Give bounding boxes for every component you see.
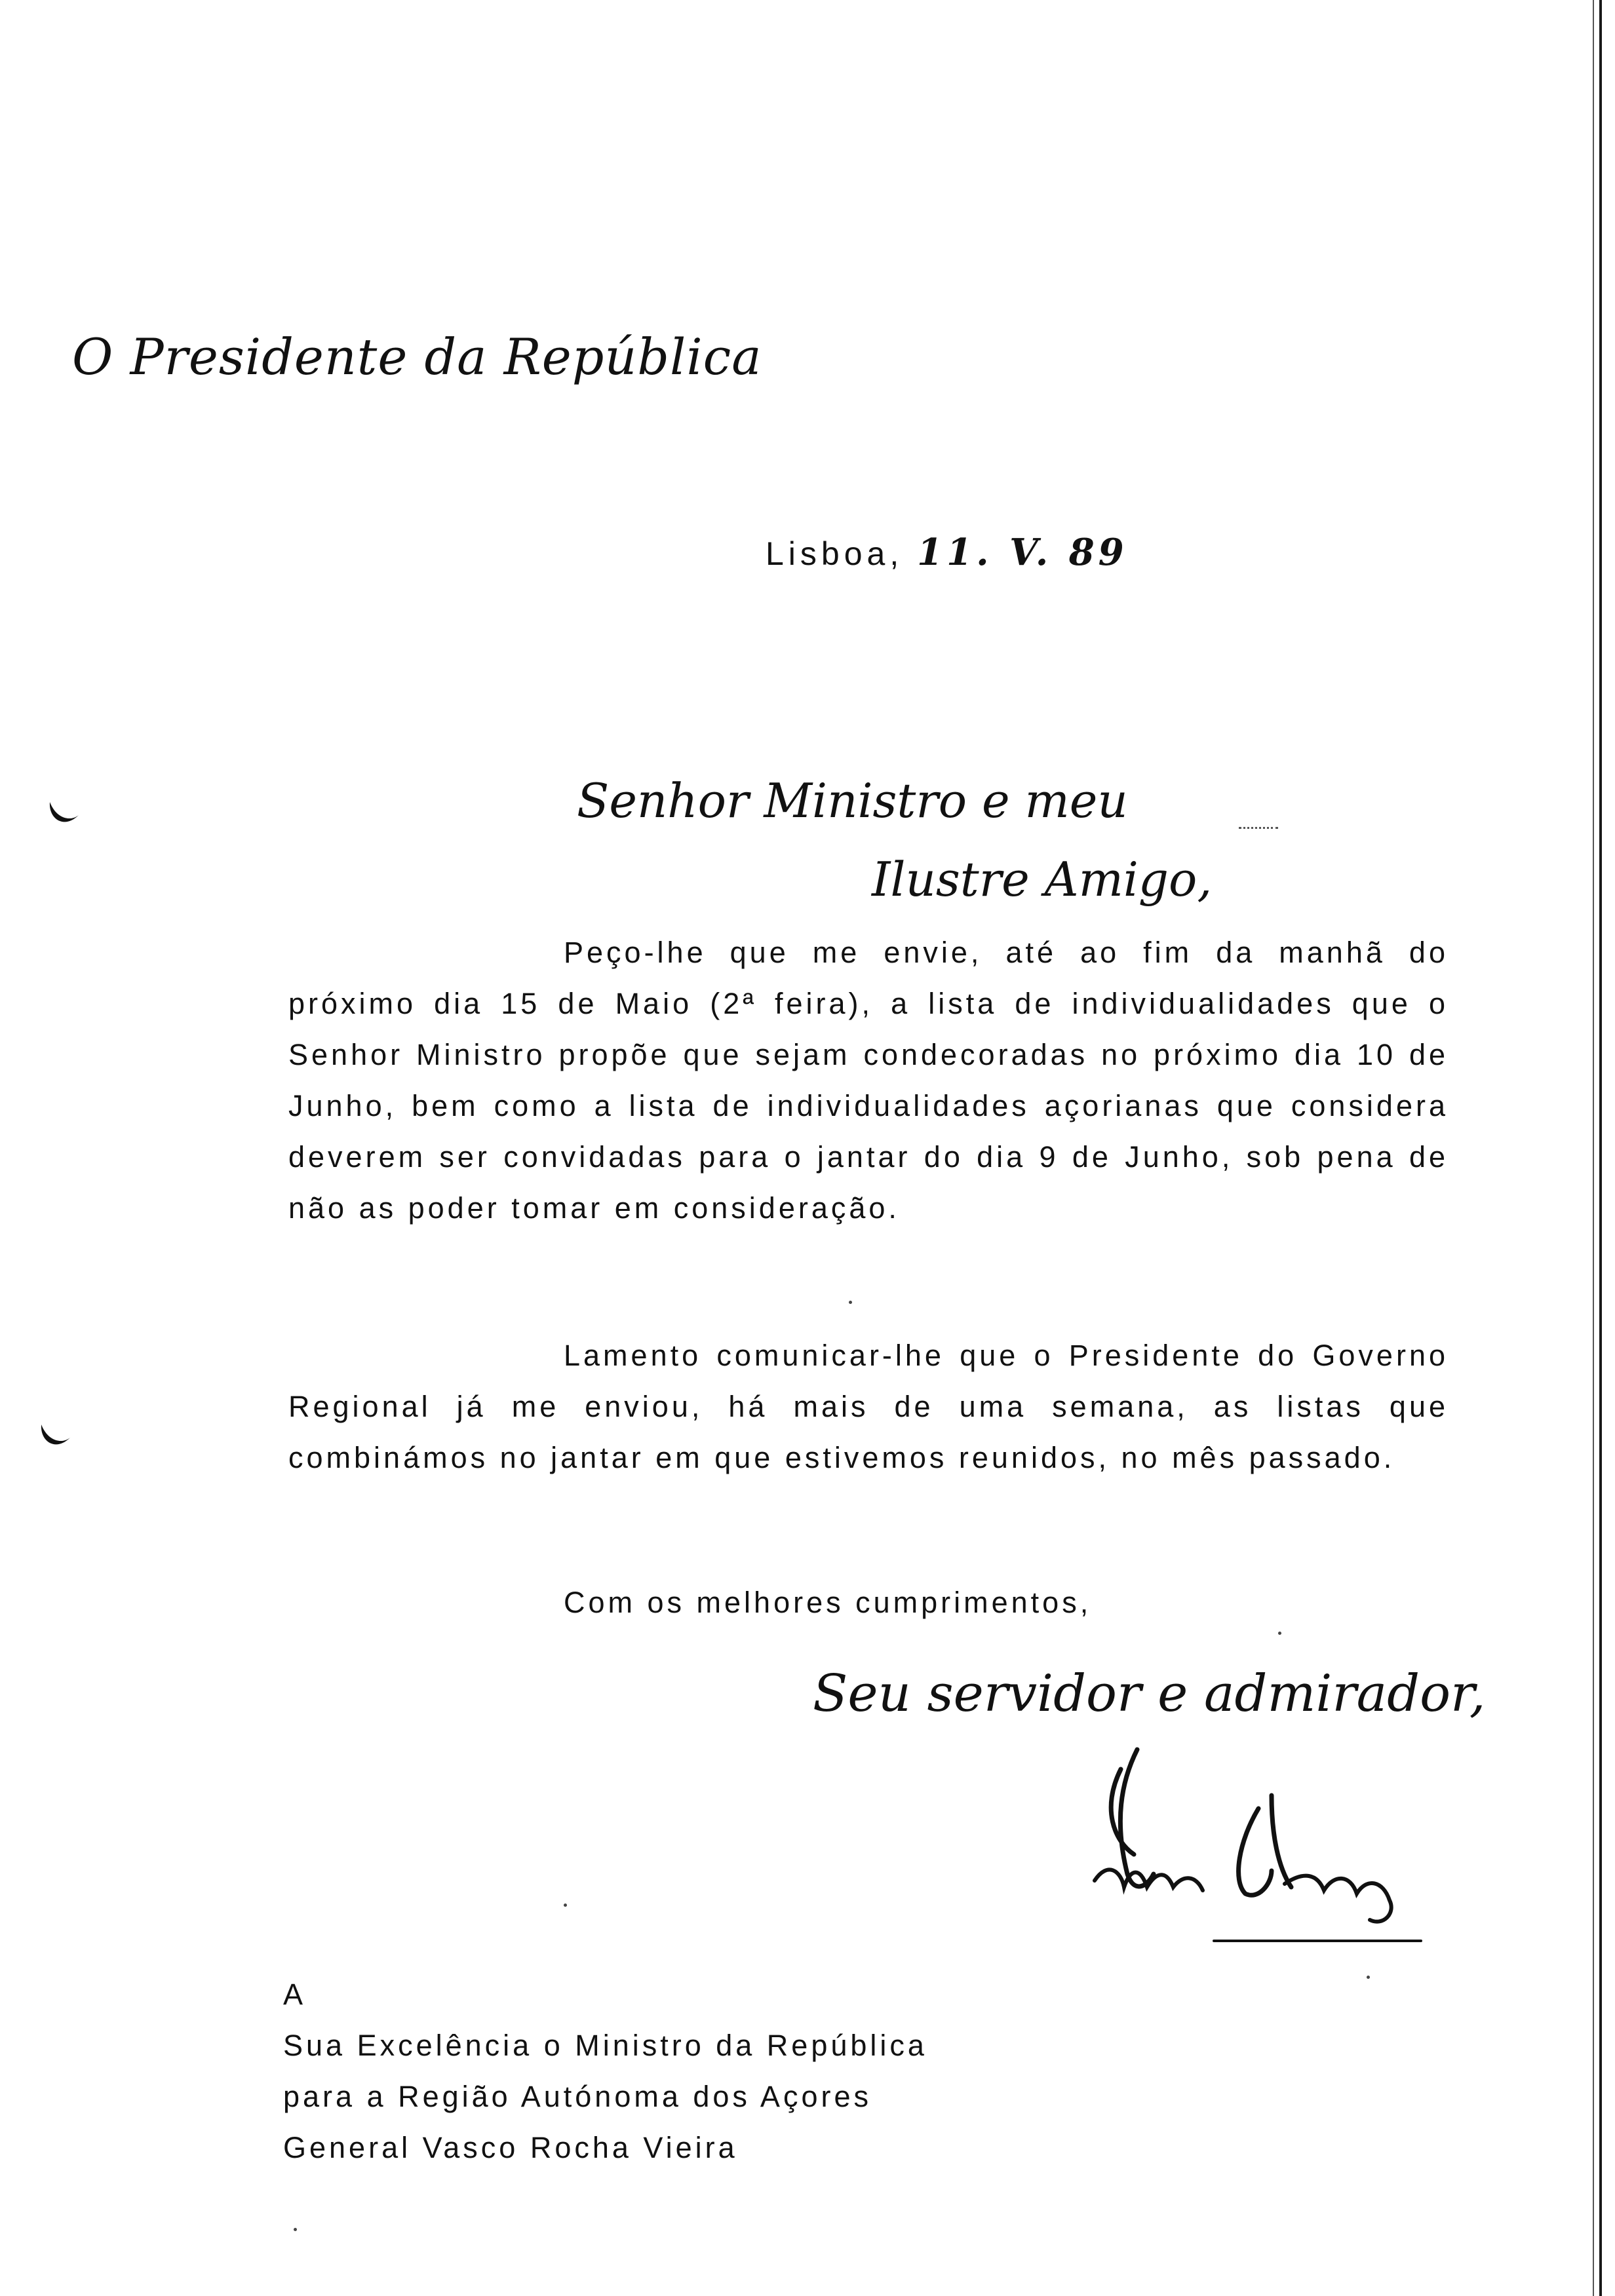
closing-line: Com os melhores cumprimentos, bbox=[564, 1586, 1092, 1619]
punch-hole-mark bbox=[45, 793, 84, 832]
letterhead: O Presidente da República bbox=[72, 328, 762, 386]
address-line-1: A bbox=[283, 1978, 307, 2011]
address-line-2: Sua Excelência o Ministro da República bbox=[283, 2029, 927, 2062]
salutation-line-1: Senhor Ministro e meu bbox=[577, 773, 1128, 828]
page-edge-line bbox=[1599, 0, 1602, 2296]
paper-speck bbox=[1278, 1632, 1281, 1635]
signature bbox=[1075, 1730, 1442, 1926]
salutation-line-2: Ilustre Amigo, bbox=[872, 852, 1213, 907]
punch-hole-mark bbox=[36, 1415, 75, 1455]
ink-mark bbox=[1239, 827, 1278, 829]
address-block bbox=[283, 1969, 927, 2173]
paper-speck bbox=[564, 1904, 567, 1907]
paper-speck bbox=[294, 2228, 297, 2231]
signature-underline bbox=[1213, 1940, 1422, 1942]
paper-speck bbox=[1367, 1976, 1370, 1979]
body-paragraph-2: Lamento comunicar-lhe que o Presidente do Governo Regional já me enviou, há mais de uma semana, as listas que combinámos no jantar em que estivemos reunidos, no mês passado. bbox=[288, 1339, 1449, 1474]
page-edge-shadow bbox=[1593, 0, 1594, 2296]
body-paragraph-1: Peço-lhe que me envie, até ao fim da manhã do próximo dia 15 de Maio (2ª feira), a lista de individualidades que o Senhor Ministro propõe que sejam condecoradas no próximo dia 10 de Junho, bem como a lista de individualidades açorianas que considera deverem ser convidadas para o jantar do dia 9 de Junho, sob pena de não as poder tomar em consideração. bbox=[288, 936, 1449, 1225]
address-line-3: para a Região Autónoma dos Açores bbox=[283, 2080, 872, 2113]
paper-speck bbox=[849, 1301, 852, 1304]
date-place: Lisboa, bbox=[766, 535, 904, 572]
date-line bbox=[766, 531, 1128, 574]
handwritten-date: 11. V. 89 bbox=[917, 531, 1128, 574]
handwritten-close: Seu servidor e admirador, bbox=[813, 1664, 1486, 1723]
address-line-4: General Vasco Rocha Vieira bbox=[283, 2131, 738, 2164]
